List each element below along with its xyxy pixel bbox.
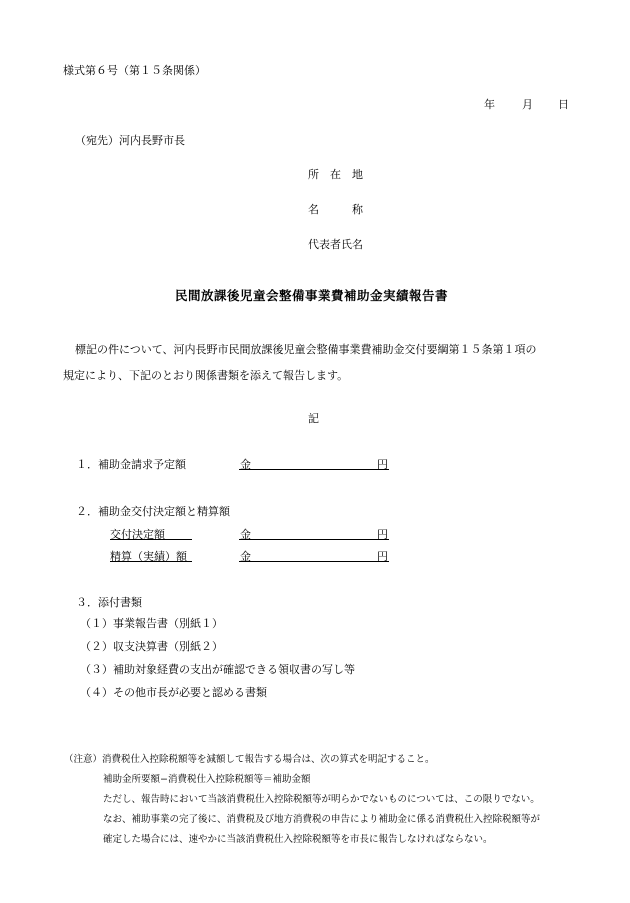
item1-kin: 金 <box>240 458 251 471</box>
ki-heading: 記 <box>308 412 319 425</box>
attachment-item: （３）補助対象経費の支出が確認できる領収書の写し等 <box>80 663 355 676</box>
item1-en: 円 <box>377 458 388 471</box>
date-day: 日 <box>558 98 569 111</box>
document-title: 民間放課後児童会整備事業費補助金実績報告書 <box>175 288 449 303</box>
attachment-item: （４）その他市長が必要と認める書類 <box>80 686 267 699</box>
decision-amount-underline <box>239 539 389 540</box>
body-line-1: 標記の件について、河内長野市民間放課後児童会整備事業費補助金交付要綱第１５条第１項の <box>75 343 537 356</box>
date-year: 年 <box>484 98 495 111</box>
decision-amount-en: 円 <box>377 528 388 541</box>
item3-label: ３．添付書類 <box>76 596 142 609</box>
address-label: 所 在 地 <box>308 168 363 181</box>
note-line-3: 確定した場合には、速やかに当該消費税仕入控除税額等を市長に報告しなければならない。 <box>103 834 493 845</box>
settled-amount-underline <box>239 561 389 562</box>
representative-label: 代表者氏名 <box>308 238 363 251</box>
item2-label: ２．補助金交付決定額と精算額 <box>76 505 230 518</box>
decision-amount-label-underline <box>110 539 192 540</box>
name-label: 名 称 <box>308 203 363 216</box>
settled-amount-kin: 金 <box>240 550 251 563</box>
note-line-2: なお、補助事業の完了後に、消費税及び地方消費税の申告により補助金に係る消費税仕入控除税額等が <box>103 814 541 825</box>
note-formula: 補助金所要額−消費税仕入控除税額等＝補助金額 <box>103 774 311 785</box>
decision-amount-label: 交付決定額 <box>110 528 165 541</box>
attachment-item: （１）事業報告書（別紙１） <box>80 617 223 630</box>
item1-amount-underline <box>239 469 389 470</box>
item1-label: １．補助金請求予定額 <box>76 458 186 471</box>
note-line-1: ただし、報告時において当該消費税仕入控除税額等が明らかでないものについては、この限りでない。 <box>103 794 540 805</box>
attachment-item: （２）収支決算書（別紙２） <box>80 640 223 653</box>
decision-amount-kin: 金 <box>240 528 251 541</box>
addressee: （宛先）河内長野市長 <box>75 134 185 147</box>
note-head: （注意）消費税仕入控除税額等を減額して報告する場合は、次の算式を明記すること。 <box>64 754 435 765</box>
settled-amount-label-underline <box>110 561 192 562</box>
date-month: 月 <box>522 98 533 111</box>
settled-amount-en: 円 <box>377 550 388 563</box>
form-number: 様式第６号（第１５条関係） <box>63 64 206 77</box>
body-line-2: 規定により、下記のとおり関係書類を添えて報告します。 <box>63 369 349 382</box>
settled-amount-label: 精算（実績）額 <box>110 550 187 563</box>
